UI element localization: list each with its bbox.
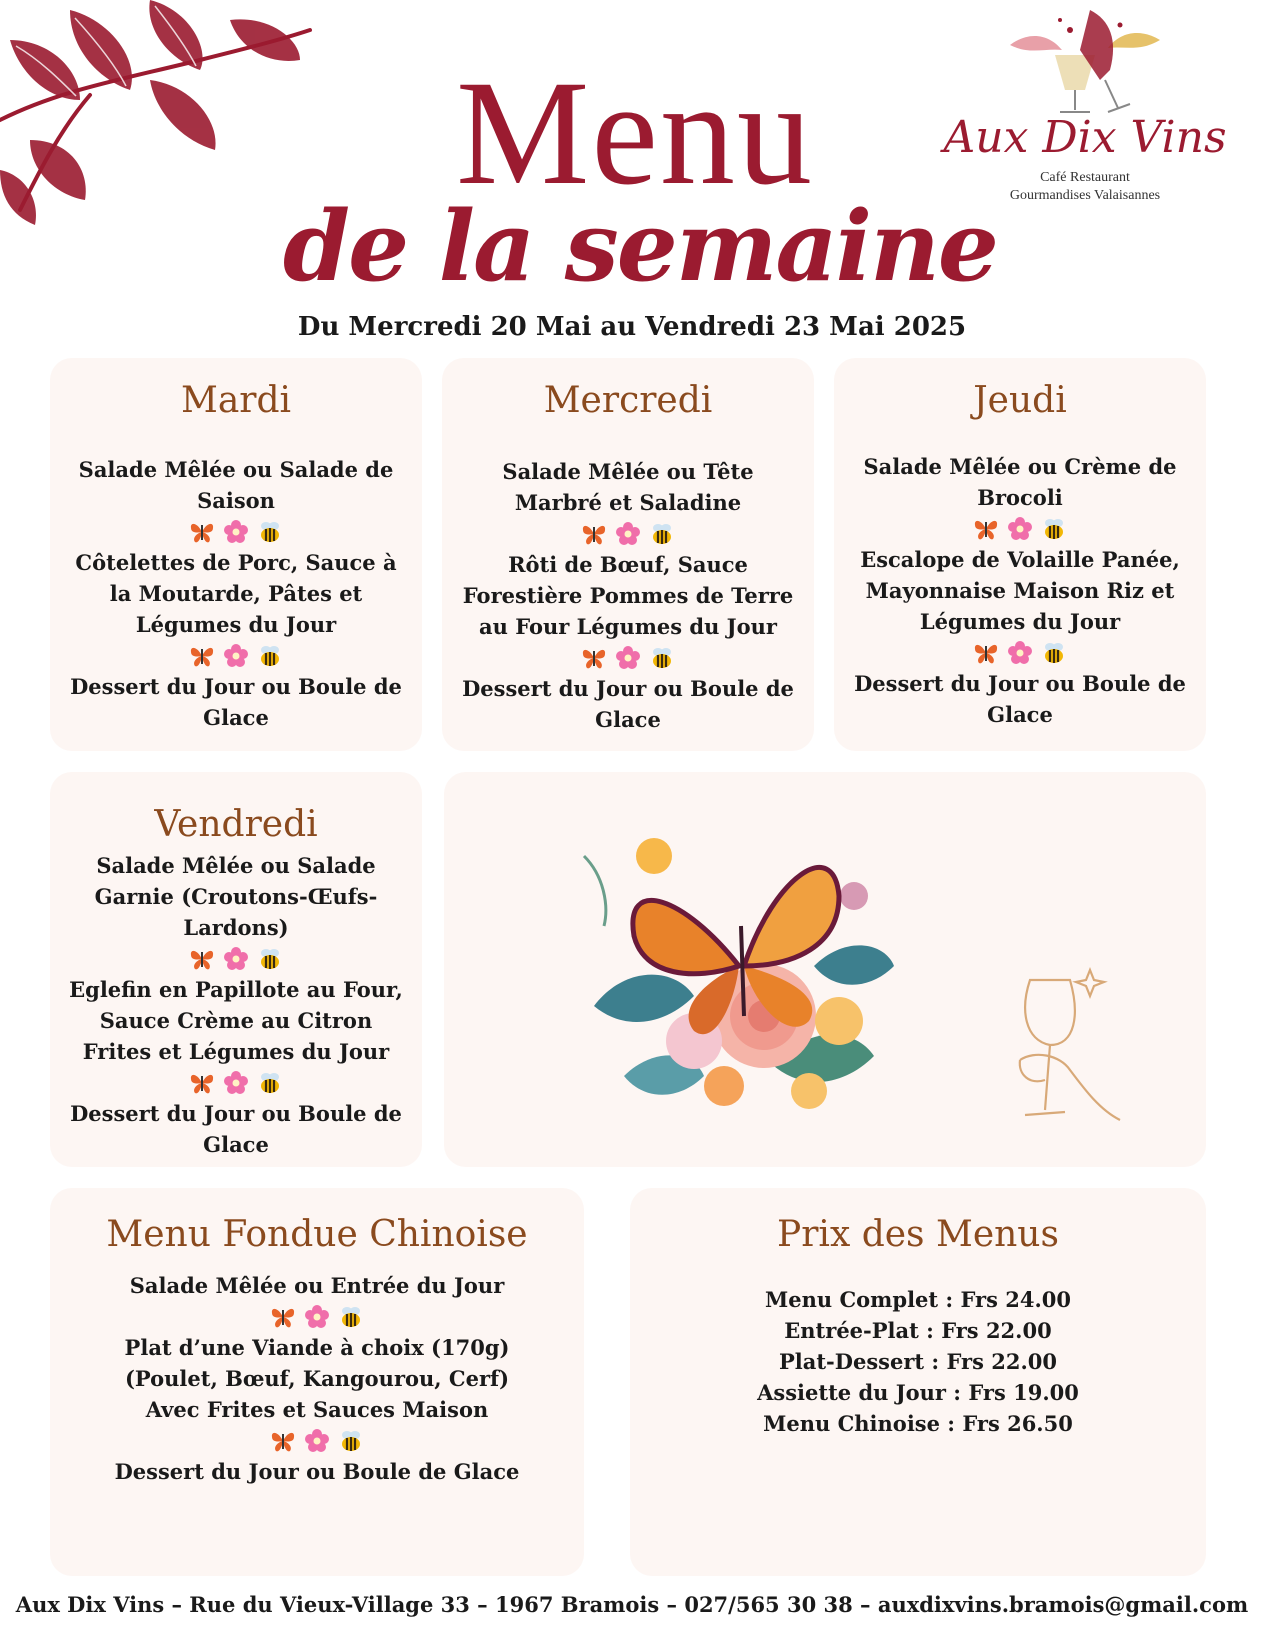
emoji-row — [50, 1067, 422, 1098]
emoji-row — [50, 640, 422, 671]
butterfly-icon — [189, 1071, 215, 1095]
main-dish-text: Plat d’une Viande à choix (170g) — [124, 1335, 510, 1360]
flower-icon — [223, 643, 249, 669]
bee-icon — [338, 1429, 364, 1453]
bee-icon — [257, 947, 283, 971]
bee-icon — [649, 522, 675, 546]
butterfly-icon — [270, 1305, 296, 1329]
page-title: Menu — [456, 50, 814, 216]
price-item: Plat-Dessert : Frs 22.00 — [778, 1349, 1057, 1374]
emoji-row — [50, 1301, 584, 1332]
main-dish-text: Rôti de Bœuf, Sauce Forestière Pommes de Terre au Four Légumes du Jour — [462, 552, 794, 639]
emoji-row — [50, 1425, 584, 1456]
dessert-text: Dessert du Jour ou Boule de Glace — [854, 671, 1186, 727]
bee-icon — [649, 646, 675, 670]
day-title: Mercredi — [543, 380, 713, 421]
prices-card — [630, 1188, 1206, 1576]
flower-icon — [304, 1304, 330, 1330]
logo-subtitle: Café Restaurant — [1040, 170, 1130, 185]
emoji-row — [50, 516, 422, 547]
price-item: Menu Complet : Frs 24.00 — [765, 1287, 1071, 1312]
emoji-row — [442, 518, 814, 549]
day-title: Mardi — [180, 380, 292, 421]
butterfly-icon — [973, 517, 999, 541]
wine-glass-hand-illustration — [990, 960, 1140, 1140]
flower-icon — [223, 519, 249, 545]
emoji-row — [834, 513, 1206, 544]
butterfly-icon — [189, 947, 215, 971]
logo-name: Aux Dix Vins — [943, 112, 1227, 163]
date-range: Du Mercredi 20 Mai au Vendredi 23 Mai 2025 — [297, 312, 967, 342]
flower-icon — [304, 1428, 330, 1454]
day-title: Vendredi — [154, 804, 318, 845]
flower-icon — [1007, 516, 1033, 542]
footer-contact: Aux Dix Vins – Rue du Vieux-Village 33 – 1967 Bramois – 027/565 30 38 – auxdixvins.bramois@gmail.com — [15, 1592, 1249, 1617]
bee-icon — [1041, 517, 1067, 541]
flower-icon — [223, 1070, 249, 1096]
price-item: Assiette du Jour : Frs 19.00 — [757, 1380, 1079, 1405]
bee-icon — [257, 1071, 283, 1095]
page-subtitle: de la semaine — [283, 190, 997, 303]
meat-choices-text: (Poulet, Bœuf, Kangourou, Cerf) — [124, 1366, 510, 1391]
logo-subtitle-2: Gourmandises Valaisannes — [1009, 188, 1161, 203]
day-card-jeudi — [834, 358, 1206, 751]
butterfly-icon — [973, 641, 999, 665]
price-item: Menu Chinoise : Frs 26.50 — [763, 1411, 1073, 1436]
main-dish-text: Côtelettes de Porc, Sauce à la Moutarde, Pâtes et Légumes du Jour — [75, 550, 397, 637]
emoji-row — [834, 637, 1206, 668]
price-list — [630, 1284, 1206, 1439]
flower-icon — [615, 645, 641, 671]
flower-icon — [615, 521, 641, 547]
butterfly-bouquet-illustration — [564, 816, 924, 1126]
dessert-text: Dessert du Jour ou Boule de Glace — [70, 1101, 402, 1157]
starter-text: Salade Mêlée ou Salade de Saison — [78, 457, 394, 513]
main-dish-text: Eglefin en Papillote au Four, Sauce Crème au Citron Frites et Légumes du Jour — [69, 977, 403, 1064]
bee-icon — [1041, 641, 1067, 665]
flower-icon — [223, 946, 249, 972]
bee-icon — [257, 520, 283, 544]
fondue-card — [50, 1188, 584, 1576]
day-card-mercredi — [442, 358, 814, 751]
day-card-vendredi — [50, 772, 422, 1167]
price-item: Entrée-Plat : Frs 22.00 — [784, 1318, 1052, 1343]
illustration-card — [444, 772, 1206, 1167]
butterfly-icon — [189, 644, 215, 668]
dessert-text: Dessert du Jour ou Boule de Glace — [114, 1459, 520, 1484]
emoji-row — [50, 943, 422, 974]
starter-text: Salade Mêlée ou Salade Garnie (Croutons-Œufs-Lardons) — [94, 853, 378, 940]
bee-icon — [257, 644, 283, 668]
bee-icon — [338, 1305, 364, 1329]
starter-text: Salade Mêlée ou Tête Marbré et Saladine — [502, 459, 754, 515]
day-title: Jeudi — [973, 380, 1067, 421]
main-dish-text: Escalope de Volaille Panée, Mayonnaise Maison Riz et Légumes du Jour — [860, 547, 1180, 634]
fondue-title: Menu Fondue Chinoise — [106, 1214, 528, 1255]
butterfly-icon — [270, 1429, 296, 1453]
flower-icon — [1007, 640, 1033, 666]
wine-glass-wings-logo — [1000, 0, 1170, 120]
dessert-text: Dessert du Jour ou Boule de Glace — [70, 674, 402, 730]
starter-text: Salade Mêlée ou Crème de Brocoli — [863, 454, 1177, 510]
butterfly-icon — [581, 646, 607, 670]
starter-text: Salade Mêlée ou Entrée du Jour — [129, 1273, 505, 1298]
sides-text: Avec Frites et Sauces Maison — [145, 1397, 489, 1422]
dessert-text: Dessert du Jour ou Boule de Glace — [462, 676, 794, 732]
butterfly-icon — [189, 520, 215, 544]
butterfly-icon — [581, 522, 607, 546]
day-card-mardi — [50, 358, 422, 751]
emoji-row — [442, 642, 814, 673]
prices-title: Prix des Menus — [777, 1214, 1059, 1255]
